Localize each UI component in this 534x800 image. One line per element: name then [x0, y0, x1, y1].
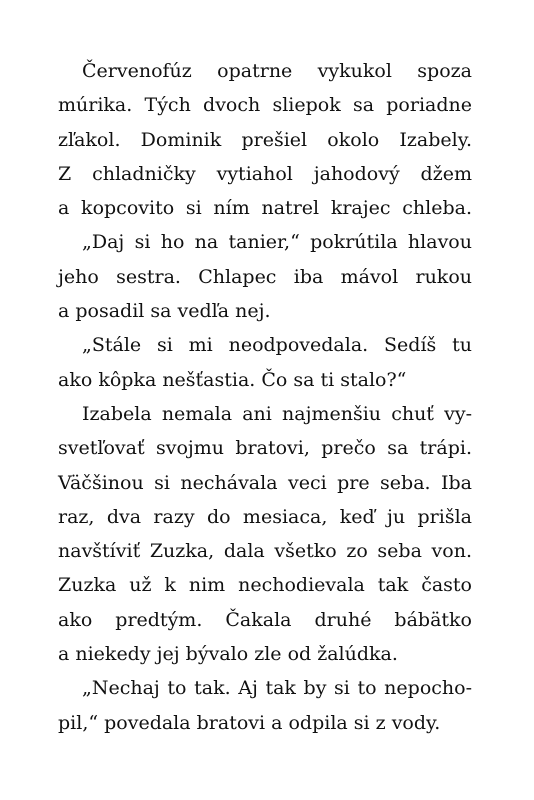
- paragraph: [58, 397, 472, 671]
- text-line: pil,“ povedala bratovi a odpila si z vody.: [58, 711, 441, 734]
- paragraph: [58, 328, 472, 397]
- body-text: [58, 54, 472, 740]
- text-line: „Daj si ho na tanier,“ pokrútila hlavou: [82, 231, 472, 254]
- text-line: raz, dva razy do mesiaca, keď ju prišla: [58, 505, 472, 528]
- text-line: ako predtým. Čakala druhé bábätko: [58, 608, 472, 631]
- text-line: jeho sestra. Chlapec iba mávol rukou: [58, 265, 472, 288]
- text-line: „Stále si mi neodpovedala. Sedíš tu: [82, 334, 472, 357]
- text-line: múrika. Tých dvoch sliepok sa poriadne: [58, 94, 472, 117]
- text-line: „Nechaj to tak. Aj tak by si to nepocho-: [82, 677, 472, 700]
- text-line: zľakol. Dominik prešiel okolo Izabely.: [58, 128, 472, 151]
- paragraph: [58, 54, 472, 225]
- text-line: ako kôpka nešťastia. Čo sa ti stalo?“: [58, 368, 407, 391]
- paragraph: [58, 225, 472, 328]
- text-line: Červenofúz opatrne vykukol spoza: [82, 60, 472, 82]
- text-line: navštíviť Zuzka, dala všetko zo seba von.: [58, 540, 472, 563]
- text-line: Z chladničky vytiahol jahodový džem: [58, 162, 472, 185]
- text-line: a posadil sa vedľa nej.: [58, 300, 271, 323]
- text-line: svetľovať svojmu bratovi, prečo sa trápi.: [58, 437, 472, 460]
- text-line: Izabela nemala ani najmenšiu chuť vy-: [82, 402, 472, 425]
- text-line: Zuzka už k nim nechodievala tak často: [58, 574, 472, 597]
- text-line: a kopcovito si ním natrel krajec chleba.: [58, 197, 472, 220]
- text-line: a niekedy jej bývalo zle od žalúdka.: [58, 643, 398, 666]
- text-line: Väčšinou si nechávala veci pre seba. Iba: [58, 471, 472, 494]
- paragraph: [58, 671, 472, 740]
